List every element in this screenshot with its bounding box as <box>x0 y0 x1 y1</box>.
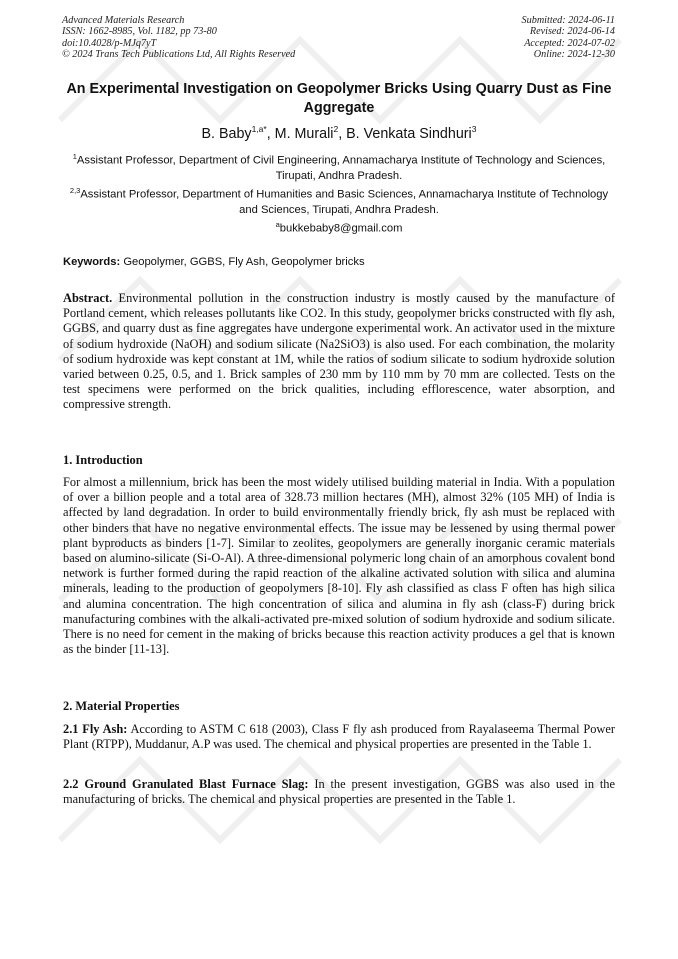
online-date: Online: 2024-12-30 <box>533 49 615 61</box>
author-affiliation-mark: 1,a* <box>251 124 267 134</box>
journal-name: Advanced Materials Research <box>62 15 185 26</box>
affiliation-text: Assistant Professor, Department of Humanities and Basic Sciences, Annamacharya Institute of Technology and Sciences, Tirupati, Andhra Pradesh. <box>80 188 609 216</box>
introduction-heading: 1. Introduction <box>63 453 143 467</box>
author-affiliation-mark: 3 <box>471 124 477 134</box>
paper-title: An Experimental Investigation on Geopolymer Bricks Using Quarry Dust as Fine Aggregate <box>66 81 612 116</box>
materials-heading: 2. Material Properties <box>63 699 180 713</box>
author-name: B. Venkata Sindhuri <box>346 125 472 142</box>
copyright: © 2024 Trans Tech Publications Ltd, All Rights Reserved <box>62 49 296 61</box>
affiliation-text: Assistant Professor, Department of Civil Engineering, Annamacharya Institute of Technology and Sciences, Tirupati, Andhra Pradesh. <box>76 154 606 182</box>
journal-info <box>62 15 295 61</box>
publication-dates <box>522 15 615 61</box>
affiliation-mark: 1 <box>72 152 77 161</box>
author-separator: , <box>266 125 275 142</box>
ggbs-label: 2.2 Ground Granulated Blast Furnace Slag: <box>63 777 309 791</box>
fly-ash-text: According to ASTM C 618 (2003), Class F fly ash produced from Rayalaseema Thermal Power Plant (RTPP), Muddanur, A.P was used. The chemical and physical properties are presented in the Table 1. <box>63 722 616 752</box>
affiliation-2 <box>62 183 616 218</box>
doi-link[interactable]: doi:10.4028/p-MJq7yT <box>62 37 157 49</box>
keywords <box>63 256 365 268</box>
abstract-text: Environmental pollution in the construction industry is mostly caused by the manufacture of Portland cement, which releases pollutants like CO2. In this study, geopolymer bricks constructed with fly ash, GGBS, and quarry dust as fine aggregates have undergone experimental work. An activator used in the mixture of sodium hydroxide (NaOH) and sodium silicate (Na2SiO3) is also used. For each combination, the molarity of sodium hydroxide was kept constant at 1M, while the ratios of sodium silicate to sodium hydroxide solution varied between 0.25, 0.5, and 1. Brick samples of 230 mm by 110 mm by 70 mm are collected. Tests on the test specimens were performed on the brick qualities, including efflorescence, water absorption, and compressive strength. <box>63 291 615 412</box>
keywords-label: Keywords: <box>63 256 121 268</box>
author-affiliation-mark: 2 <box>333 124 339 134</box>
author-name: B. Baby <box>201 125 252 142</box>
corresponding-email <box>40 220 638 235</box>
author-name: M. Murali <box>274 125 334 142</box>
author-separator: , <box>338 125 347 142</box>
email-mark: a <box>275 220 280 229</box>
affiliation-mark: 2,3 <box>69 186 81 195</box>
accepted-date: Accepted: 2024-07-02 <box>524 37 615 49</box>
fly-ash-label: 2.1 Fly Ash: <box>63 722 128 736</box>
revised-date: Revised: 2024-06-14 <box>529 26 615 38</box>
submitted-date: Submitted: 2024-06-11 <box>521 15 615 26</box>
email-link[interactable]: bukkebaby8@gmail.com <box>279 222 403 235</box>
ggbs-paragraph <box>63 777 615 807</box>
issn: ISSN: 1662-8985, Vol. 1182, pp 73-80 <box>62 26 217 38</box>
fly-ash-paragraph <box>63 722 615 752</box>
affiliation-1 <box>62 149 616 184</box>
introduction-text: For almost a millennium, brick has been the most widely utilised building material in India. With a population of over a billion people and a total area of 328.73 million hectares (MH), almost 32% (105 MH) of India is affected by land degradation. In order to build environmentally friendly brick, fly ash must be replaced with other binders that have no negative environmental effects. The issue may be lessened by using thermal power plant byproducts as binders [1-7]. Similar to zeolites, geopolymers are generally inorganic ceramic materials based on alumino-silicate (Si-O-Al). A three-dimensional polymeric long chain of an amorphous covalent bond network is further formed during the rapid reaction of the alkaline activated solution with silica and alumina minerals, leading to the production of geopolymers [8-10]. Fly ash classified as class F often has high silica and alumina concentration. The high concentration of silica and alumina in fly ash (class-F) during brick manufacturing combines with the alkali-activated pre-mixed solution of sodium hydroxide and sodium silicate. There is no need for cement in the making of bricks because this reaction activity produces a gel that is known as the binder [11-13]. <box>63 475 615 657</box>
keywords-text: Geopolymer, GGBS, Fly Ash, Geopolymer bricks <box>123 256 365 268</box>
ggbs-text: In the present investigation, GGBS was also used in the manufacturing of bricks. The chemical and physical properties are presented in the Table 1. <box>63 777 615 807</box>
abstract-label: Abstract. <box>63 291 113 305</box>
abstract <box>63 291 615 413</box>
author-list <box>40 124 638 142</box>
